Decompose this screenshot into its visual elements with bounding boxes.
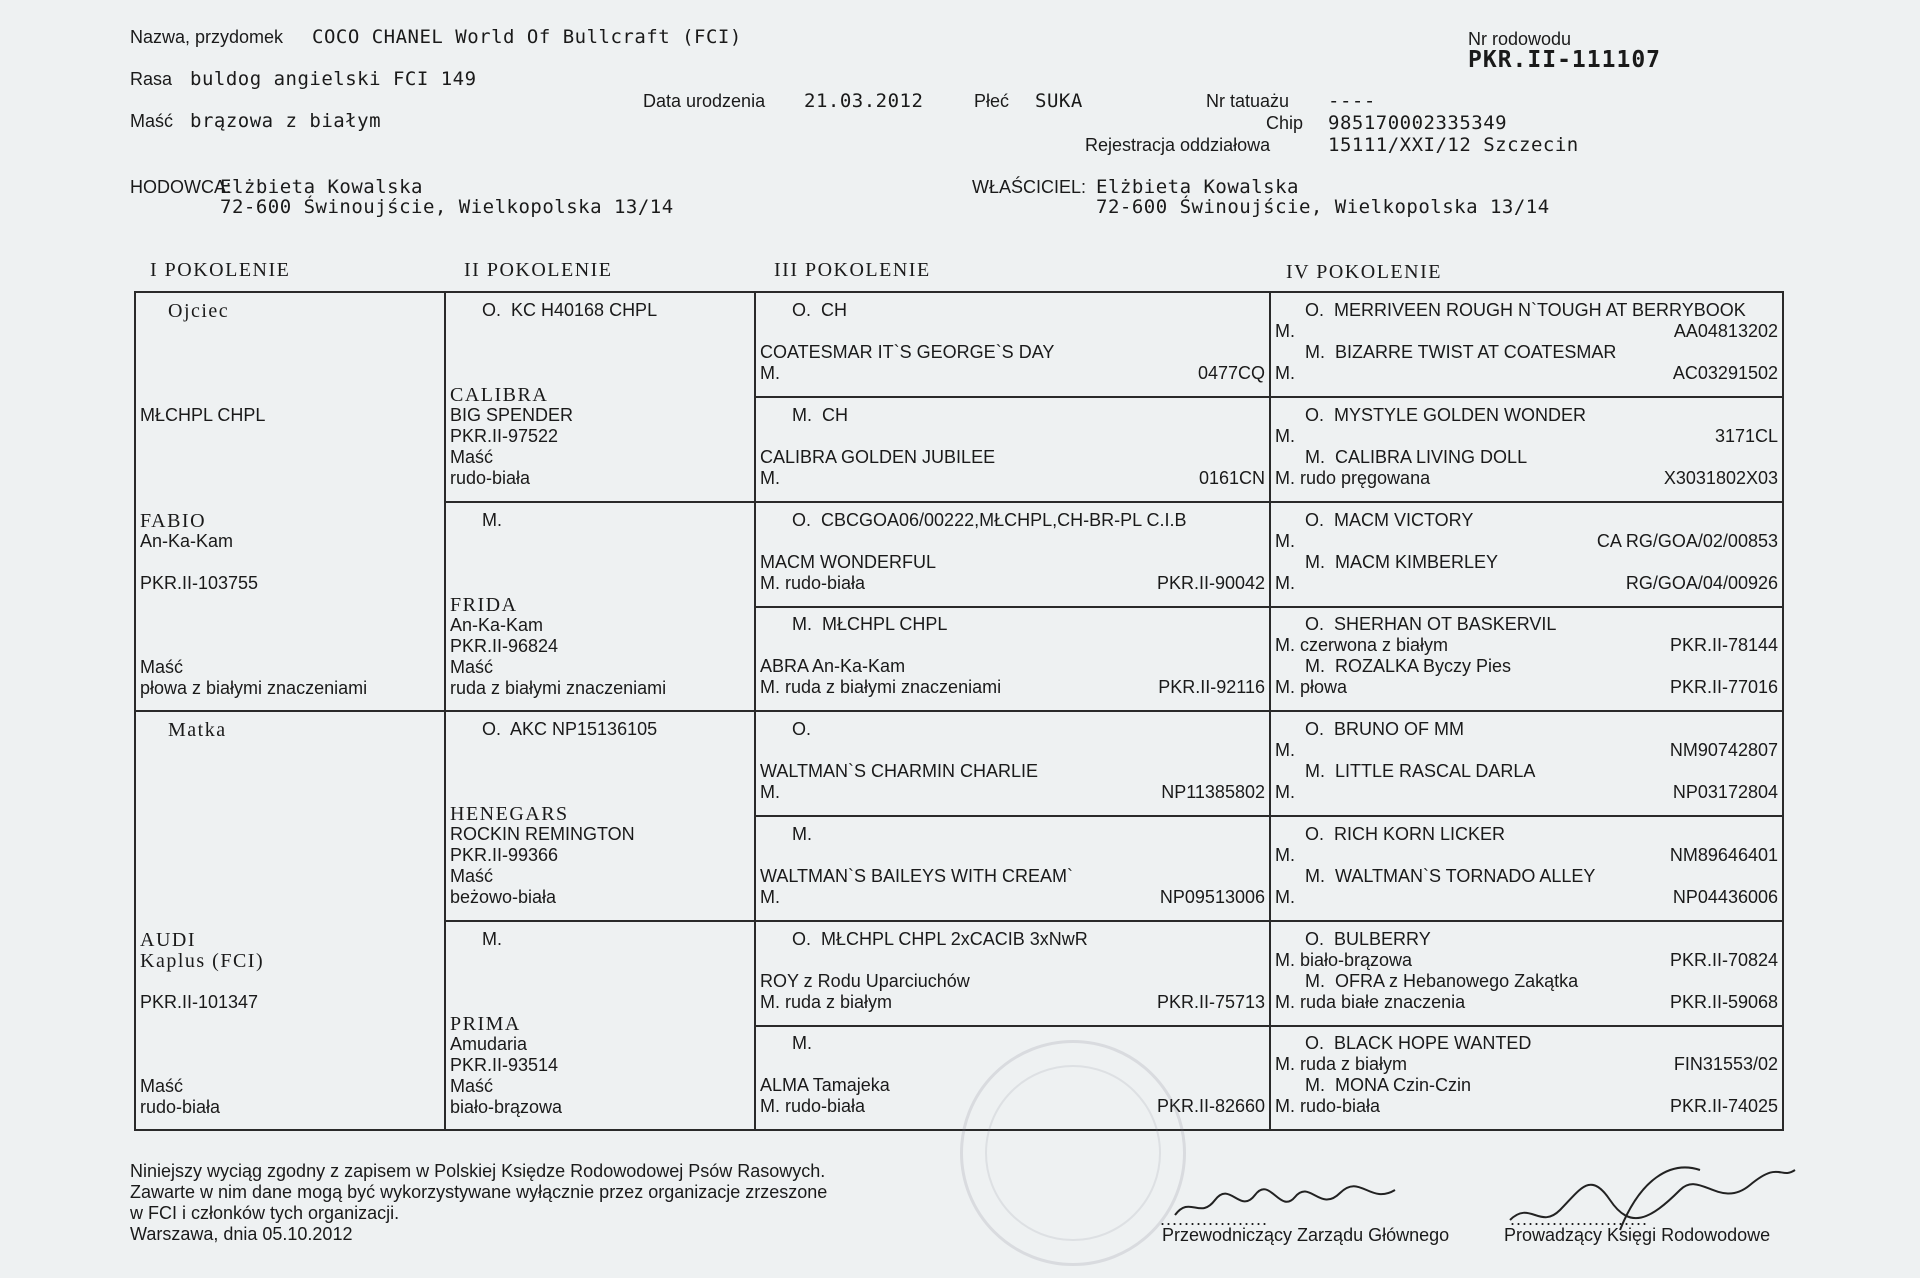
office-stamp bbox=[960, 1040, 1186, 1266]
gen4-dam: M. LITTLE RASCAL DARLA bbox=[1305, 761, 1536, 781]
gen4-sire-color: M. bbox=[1275, 530, 1295, 551]
breed-value: buldog angielski FCI 149 bbox=[190, 68, 477, 90]
gen4-dam-color: M. ruda białe znaczenia bbox=[1275, 991, 1466, 1012]
footer-line-4: Warszawa, dnia 05.10.2012 bbox=[130, 1224, 353, 1244]
gen4-sire-reg: PKR.II-78144 bbox=[1669, 635, 1778, 656]
gen4-sire: O. RICH KORN LICKER bbox=[1305, 823, 1506, 844]
gen2-name-line2: ROCKIN REMINGTON bbox=[450, 824, 635, 844]
generation-heading-3: III POKOLENIE bbox=[774, 259, 931, 281]
gen4-sire: O. SHERHAN OT BASKERVIL bbox=[1305, 614, 1557, 635]
gen4-dam-color: M. bbox=[1275, 782, 1295, 802]
gen2-titles: M. bbox=[482, 929, 502, 949]
sire-label: Ojciec bbox=[168, 300, 230, 322]
gen3-reg: 0161CN bbox=[1198, 467, 1265, 488]
gen2-titles: M. bbox=[482, 510, 502, 530]
gen4-dam-reg: PKR.II-59068 bbox=[1669, 991, 1778, 1012]
gen3-name: WALTMAN`S BAILEYS WITH CREAM` bbox=[760, 865, 1074, 886]
gen3-reg: PKR.II-90042 bbox=[1156, 572, 1265, 593]
gen3-color: M. ruda z białym bbox=[760, 991, 893, 1012]
gen2-reg: PKR.II-99366 bbox=[450, 845, 559, 865]
gen4-sire: O. MACM VICTORY bbox=[1305, 509, 1474, 530]
gen2-name-line2: BIG SPENDER bbox=[450, 405, 574, 425]
gen3-titles: M. bbox=[792, 1033, 812, 1054]
footer-line-3: w FCI i członków tych organizacji. bbox=[130, 1203, 400, 1223]
gen4-sire-color: M. bbox=[1275, 321, 1295, 341]
gen3-titles: M. MŁCHPL CHPL bbox=[792, 614, 948, 635]
gen4-sire-color: M. bbox=[1275, 425, 1295, 446]
gen3-titles: M. CH bbox=[792, 404, 848, 425]
color-value: brązowa z białym bbox=[190, 110, 382, 132]
gen4-dam-reg: RG/GOA/04/00926 bbox=[1625, 572, 1778, 593]
gen2-titles: O. KC H40168 CHPL bbox=[482, 300, 658, 320]
gen3-reg: NP11385802 bbox=[1161, 782, 1265, 802]
gen4-sire-reg: AA04813202 bbox=[1673, 321, 1778, 341]
gen2-name: CALIBRA bbox=[450, 384, 549, 406]
gen4-sire-color: M. czerwona z białym bbox=[1275, 635, 1449, 656]
gen2-color: ruda z białymi znaczeniami bbox=[450, 678, 667, 698]
gen2-reg: PKR.II-96824 bbox=[450, 636, 559, 656]
gen4-dam: M. MONA Czin-Czin bbox=[1305, 1075, 1472, 1096]
dam-name: AUDI bbox=[140, 929, 196, 951]
gen3-titles: O. MŁCHPL CHPL 2xCACIB 3xNwR bbox=[792, 928, 1088, 949]
chairman-dotline: .................. bbox=[1160, 1209, 1269, 1229]
chip-value: 985170002335349 bbox=[1328, 112, 1508, 134]
gen3-titles: M. bbox=[792, 823, 812, 844]
reg-value: 15111/XXI/12 Szczecin bbox=[1328, 134, 1579, 156]
owner-label: WŁAŚCICIEL: bbox=[972, 177, 1087, 197]
gen2-name: FRIDA bbox=[450, 594, 518, 616]
breed-label: Rasa bbox=[130, 69, 173, 89]
birth-label: Data urodzenia bbox=[643, 91, 766, 111]
gen2-reg: PKR.II-97522 bbox=[450, 426, 559, 446]
tattoo-label: Nr tatuażu bbox=[1206, 91, 1290, 111]
gen4-sire: O. BLACK HOPE WANTED bbox=[1305, 1033, 1532, 1054]
gen2-color: beżowo-biała bbox=[450, 887, 557, 907]
gen2-name: HENEGARS bbox=[450, 803, 569, 825]
gen4-dam: M. BIZARRE TWIST AT COATESMAR bbox=[1305, 342, 1617, 362]
gen4-dam-reg: PKR.II-74025 bbox=[1669, 1096, 1778, 1117]
gen3-titles: O. bbox=[792, 719, 812, 739]
gen3-titles: O. CBCGOA06/00222,MŁCHPL,CH-BR-PL C.I.B bbox=[792, 509, 1187, 530]
name-label: Nazwa, przydomek bbox=[130, 27, 284, 47]
gen3-name: COATESMAR IT`S GEORGE`S DAY bbox=[760, 342, 1055, 362]
gen3-name: ALMA Tamajeka bbox=[760, 1075, 890, 1096]
gen3-color: M. bbox=[760, 886, 780, 907]
gen4-dam-color: M. rudo pręgowana bbox=[1275, 467, 1431, 488]
gen4-sire-reg: PKR.II-70824 bbox=[1669, 949, 1778, 970]
owner-name: Elżbieta Kowalska bbox=[1096, 176, 1299, 198]
gen4-sire-color: M. bbox=[1275, 740, 1295, 760]
gen2-color-label: Maść bbox=[450, 657, 494, 677]
gen4-dam-reg: PKR.II-77016 bbox=[1669, 677, 1778, 698]
gen4-sire-reg: NM89646401 bbox=[1669, 844, 1778, 865]
sire-name: FABIO bbox=[140, 510, 207, 532]
sire-color-label: Maść bbox=[140, 657, 184, 677]
gen2-reg: PKR.II-93514 bbox=[450, 1055, 559, 1075]
gen3-reg: 0477CQ bbox=[1197, 363, 1265, 383]
breeder-label: HODOWCA: bbox=[130, 177, 231, 197]
gen3-color: M. bbox=[760, 363, 780, 383]
gen4-sire: O. BRUNO OF MM bbox=[1305, 719, 1464, 739]
dam-reg: PKR.II-101347 bbox=[140, 992, 259, 1012]
gen2-color: biało-brązowa bbox=[450, 1097, 563, 1117]
gen2-name: PRIMA bbox=[450, 1013, 521, 1035]
gen3-name: ROY z Rodu Uparciuchów bbox=[760, 970, 970, 991]
gen3-color: M. bbox=[760, 782, 780, 802]
breeder-address: 72-600 Świnoujście, Wielkopolska 13/14 bbox=[220, 196, 674, 218]
gen2-color-label: Maść bbox=[450, 866, 494, 886]
sire-kennel: An-Ka-Kam bbox=[140, 531, 234, 551]
gen3-color: M. bbox=[760, 467, 780, 488]
dam-color-label: Maść bbox=[140, 1076, 184, 1096]
gen4-dam: M. CALIBRA LIVING DOLL bbox=[1305, 446, 1528, 467]
generation-heading-1: I POKOLENIE bbox=[150, 259, 291, 281]
chip-label: Chip bbox=[1266, 113, 1304, 133]
gen4-dam-color: M. bbox=[1275, 363, 1295, 383]
sire-color: płowa z białymi znaczeniami bbox=[140, 678, 368, 698]
gen2-name-line2: An-Ka-Kam bbox=[450, 615, 544, 635]
gen2-color-label: Maść bbox=[450, 1076, 494, 1096]
reg-label: Rejestracja oddziałowa bbox=[1085, 135, 1271, 155]
gen4-dam-reg: AC03291502 bbox=[1672, 363, 1778, 383]
gen3-name: CALIBRA GOLDEN JUBILEE bbox=[760, 446, 996, 467]
gen4-sire-color: M. bbox=[1275, 844, 1295, 865]
gen2-color: rudo-biała bbox=[450, 468, 531, 488]
gen4-sire-reg: CA RG/GOA/02/00853 bbox=[1596, 530, 1778, 551]
sex-label: Płeć bbox=[974, 91, 1010, 111]
owner-address: 72-600 Świnoujście, Wielkopolska 13/14 bbox=[1096, 196, 1550, 218]
dam-kennel: Kaplus (FCI) bbox=[140, 950, 265, 972]
gen3-reg: PKR.II-92116 bbox=[1158, 677, 1265, 698]
color-label: Maść bbox=[130, 111, 174, 131]
footer-line-2: Zawarte w nim dane mogą być wykorzystywane wyłącznie przez organizacje zrzeszone bbox=[130, 1182, 828, 1202]
gen2-name-line2: Amudaria bbox=[450, 1034, 528, 1054]
sire-reg: PKR.II-103755 bbox=[140, 573, 259, 593]
gen4-sire-reg: 3171CL bbox=[1714, 425, 1778, 446]
gen4-dam-color: M. płowa bbox=[1275, 677, 1348, 698]
dam-label: Matka bbox=[168, 719, 227, 741]
registrar-dotline: ....................... bbox=[1510, 1209, 1649, 1229]
gen3-name: ABRA An-Ka-Kam bbox=[760, 656, 906, 677]
gen3-titles: O. CH bbox=[792, 300, 848, 320]
breeder-name: Elżbieta Kowalska bbox=[220, 176, 423, 198]
gen3-reg: NP09513006 bbox=[1159, 886, 1265, 907]
gen2-titles: O. AKC NP15136105 bbox=[482, 719, 658, 739]
footer-line-1: Niniejszy wyciąg zgodny z zapisem w Polskiej Księdze Rodowodowej Psów Rasowych. bbox=[130, 1161, 826, 1181]
gen4-sire-color: M. biało-brązowa bbox=[1275, 949, 1413, 970]
gen4-dam-color: M. bbox=[1275, 886, 1295, 907]
generation-heading-2: II POKOLENIE bbox=[464, 259, 613, 281]
registrar-title: Prowadzący Księgi Rodowodowe bbox=[1504, 1225, 1771, 1245]
gen4-dam-color: M. rudo-biała bbox=[1275, 1096, 1381, 1117]
gen4-dam: M. WALTMAN`S TORNADO ALLEY bbox=[1305, 865, 1596, 886]
gen3-name: WALTMAN`S CHARMIN CHARLIE bbox=[760, 761, 1039, 781]
gen4-dam: M. MACM KIMBERLEY bbox=[1305, 551, 1499, 572]
gen3-name: MACM WONDERFUL bbox=[760, 551, 936, 572]
gen4-sire-reg: FIN31553/02 bbox=[1673, 1054, 1778, 1075]
gen4-sire: O. MERRIVEEN ROUGH N`TOUGH AT BERRYBOOK bbox=[1305, 300, 1746, 320]
gen3-reg: PKR.II-75713 bbox=[1156, 991, 1265, 1012]
birth-value: 21.03.2012 bbox=[804, 90, 924, 112]
pedigree-no-value: PKR.II-111107 bbox=[1468, 47, 1662, 73]
dam-color: rudo-biała bbox=[140, 1097, 221, 1117]
gen4-sire-reg: NM90742807 bbox=[1669, 740, 1778, 760]
gen4-dam-reg: NP04436006 bbox=[1672, 886, 1778, 907]
gen2-color-label: Maść bbox=[450, 447, 494, 467]
name-value: COCO CHANEL World Of Bullcraft (FCI) bbox=[312, 26, 742, 48]
sire-titles: MŁCHPL CHPL bbox=[140, 405, 266, 425]
gen3-reg: PKR.II-82660 bbox=[1156, 1096, 1265, 1117]
pedigree-no-label: Nr rodowodu bbox=[1468, 29, 1572, 49]
generation-heading-4: IV POKOLENIE bbox=[1286, 261, 1442, 283]
gen3-color: M. ruda z białymi znaczeniami bbox=[760, 677, 1002, 698]
gen3-color: M. rudo-biała bbox=[760, 572, 866, 593]
tattoo-value: ---- bbox=[1328, 90, 1376, 112]
gen4-dam-reg: NP03172804 bbox=[1672, 782, 1778, 802]
gen4-dam-reg: X3031802X03 bbox=[1663, 467, 1778, 488]
gen4-dam: M. ROZALKA Byczy Pies bbox=[1305, 656, 1512, 677]
gen4-sire: O. BULBERRY bbox=[1305, 928, 1431, 949]
sex-value: SUKA bbox=[1035, 90, 1083, 112]
gen4-sire-color: M. ruda z białym bbox=[1275, 1054, 1408, 1075]
gen4-dam: M. OFRA z Hebanowego Zakątka bbox=[1305, 970, 1579, 991]
chairman-title: Przewodniczący Zarządu Głównego bbox=[1162, 1225, 1450, 1245]
gen4-sire: O. MYSTYLE GOLDEN WONDER bbox=[1305, 404, 1587, 425]
gen4-dam-color: M. bbox=[1275, 572, 1295, 593]
gen3-color: M. rudo-biała bbox=[760, 1096, 866, 1117]
